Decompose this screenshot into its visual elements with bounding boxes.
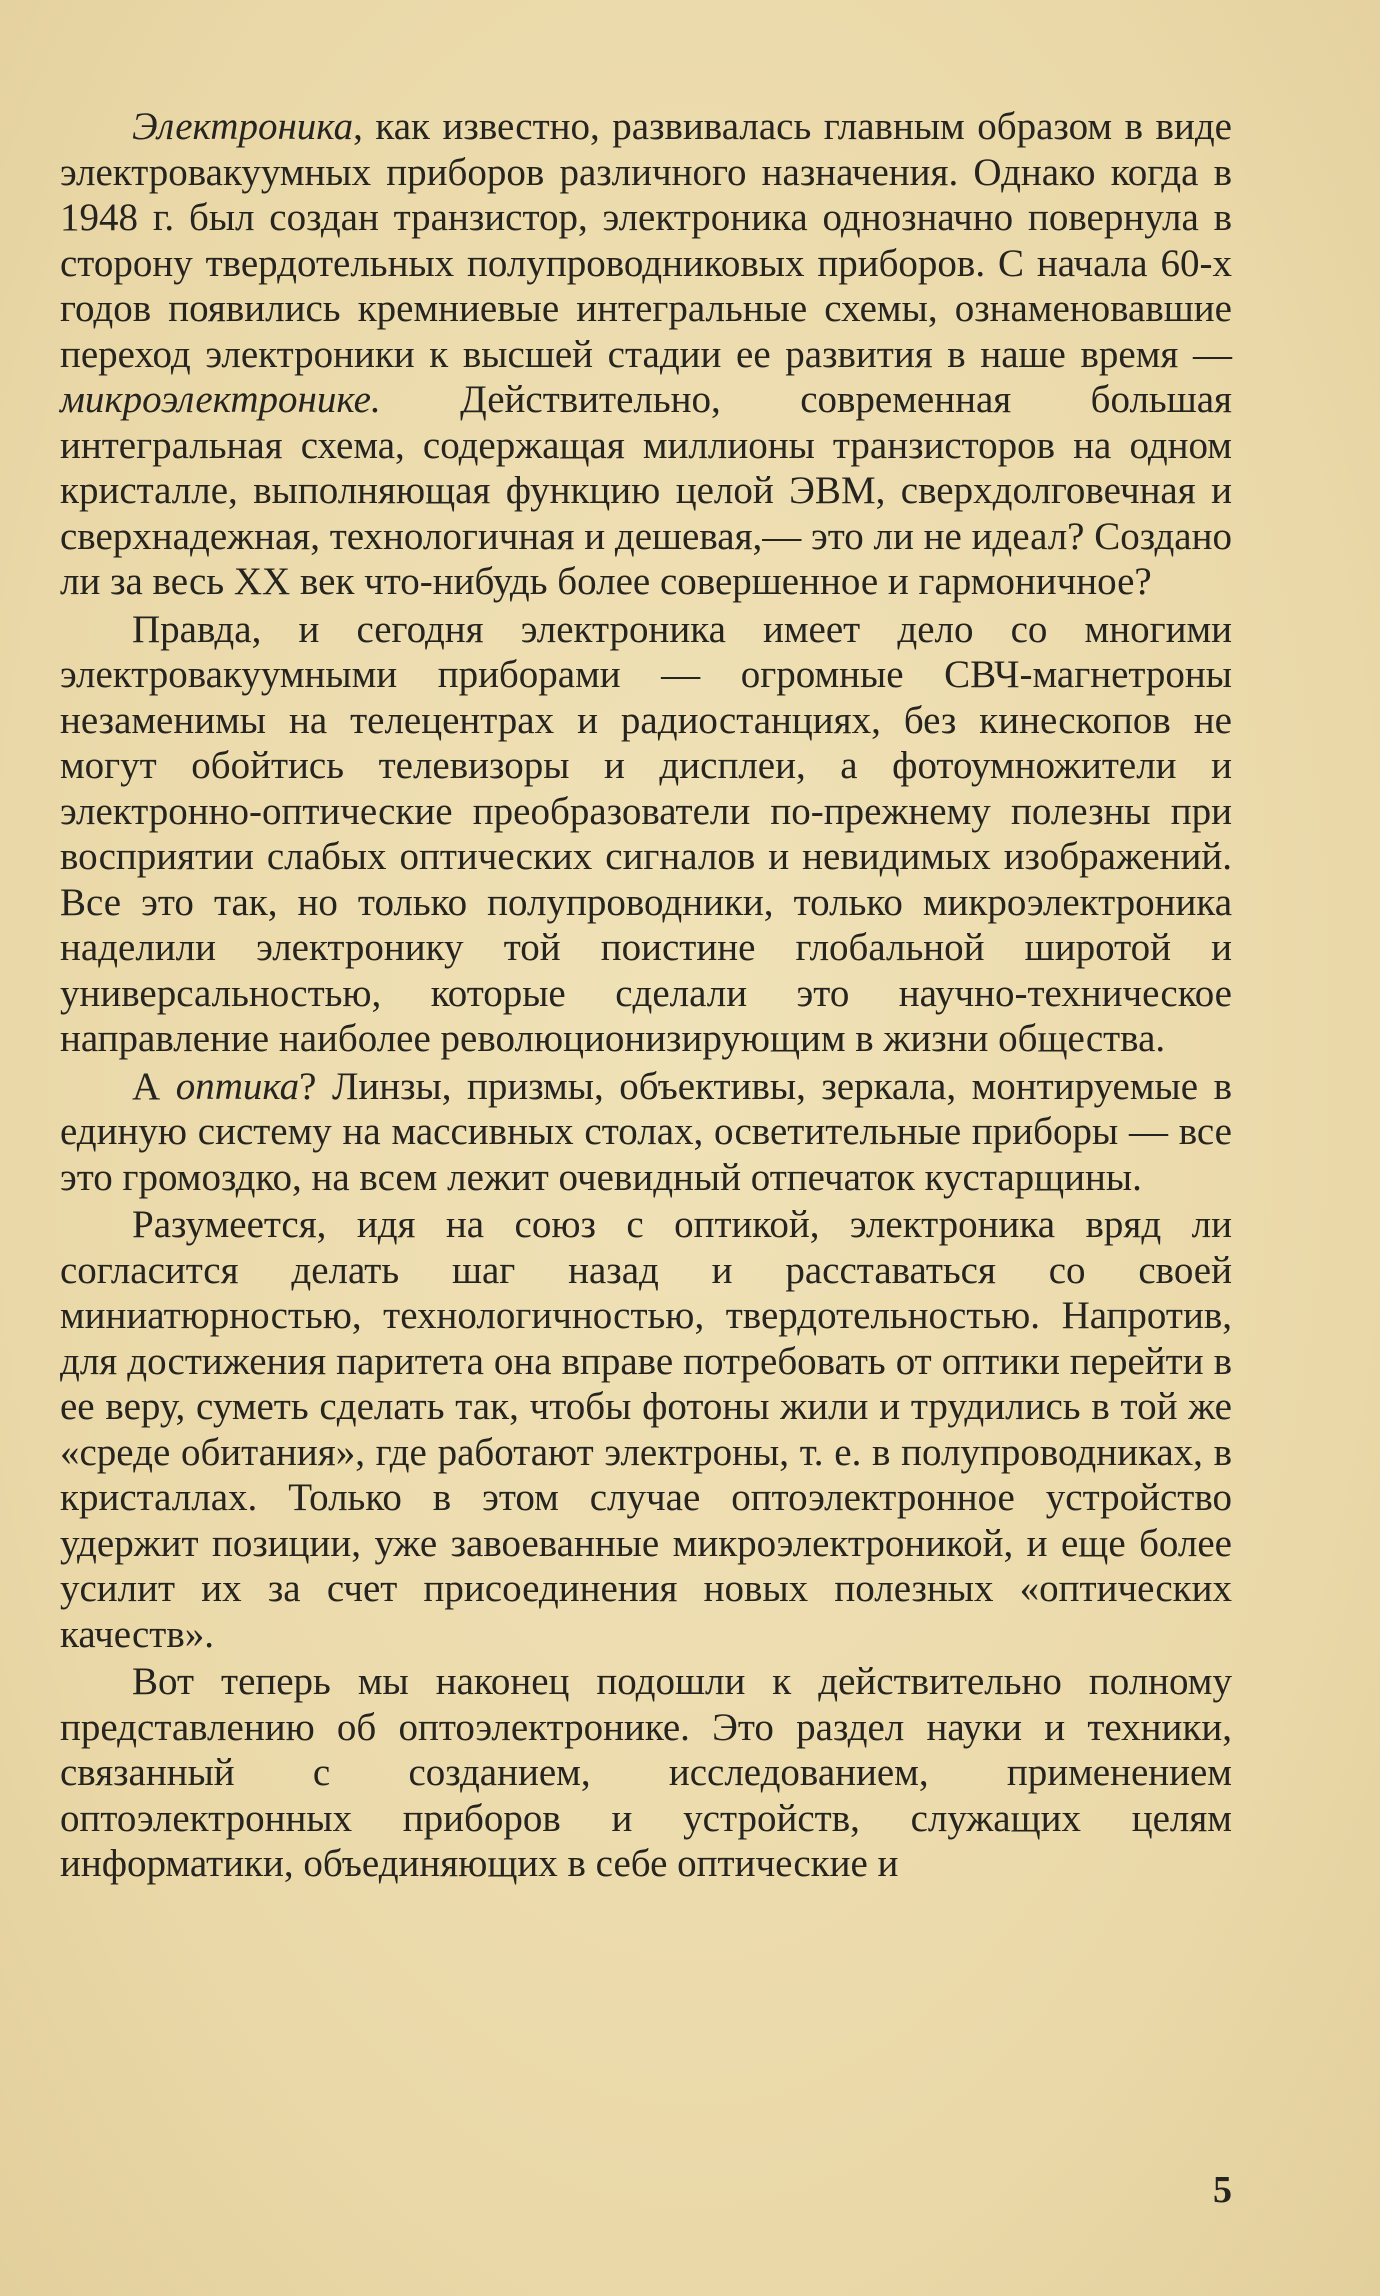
term-optics: оптика	[175, 1064, 300, 1108]
paragraph-optoelectronics: Вот теперь мы наконец подошли к действительно полному представлению об оптоэлектронике. Это раздел науки и техники, связанный с созданием, исследованием, применением оптоэлектронных приборов и устройств, служащих целям информатики, объединяющих в себе оптические и	[60, 1660, 1232, 1885]
term-microelectronics: микроэлектронике.	[60, 378, 381, 421]
paragraph-optics	[60, 1064, 1232, 1201]
term-electronics: Электроника	[132, 105, 354, 148]
paragraph-vacuum-devices: Правда, и сегодня электроника имеет дело со многими электровакуумными приборами — огромные СВЧ-магнетроны незаменимы на телецентрах и радиостанциях, без кинескопов не могут обойтись телевизоры и дисплеи, а фотоумножители и электронно-оптические преобразователи по-прежнему полезны при восприятии слабых оптических сигналов и невидимых изображений. Все это так, но только полупроводники, только микроэлектроника наделили электронику той поистине глобальной широтой и универсальностью, которые сделали это научно-техническое направление наиболее революционизирующим в жизни общества.	[60, 607, 1232, 1060]
paragraph-union: Разумеется, идя на союз с оптикой, электроника вряд ли согласится делать шаг назад и расставаться со своей миниатюрностью, технологичностью, твердотельностью. Напротив, для достижения паритета она вправе потребовать от оптики перейти в ее веру, суметь сделать так, чтобы фотоны жили и трудились в той же «среде обитания», где работают электроны, т. е. в полупроводниках, в кристаллах. Только в этом случае оптоэлектронное устройство удержит позиции, уже завоеванные микроэлектроникой, и еще более усилит их за счет присоединения новых полезных «оптических качеств».	[60, 1203, 1232, 1656]
paragraph-optics-text: ? Линзы, призмы, объективы, зеркала, монтируемые в единую систему на массивных столах, осветительные приборы — все это громоздко, на всем лежит очевидный отпечаток кустарщины.	[60, 1064, 1232, 1199]
paragraph-electronics-text-2: Действительно, современная большая интегральная схема, содержащая миллионы транзисторов на одном кристалле, выполняющая функцию целой ЭВМ, сверхдолговечная и сверхнадежная, технологичная и дешевая,— это ли не идеал? Создано ли за весь XX век что-нибудь более совершенное и гармоничное?	[60, 378, 1232, 603]
body-text	[60, 104, 1232, 1887]
paragraph-electronics-text-1: , как известно, развивалась главным образом в виде электровакуумных приборов различного назначения. Однако когда в 1948 г. был создан транзистор, электроника однозначно повернула в сторону твердотельных полупроводниковых приборов. С начала 60-х годов появились кремниевые интегральные схемы, ознаменовавшие переход электроники к высшей стадии ее развития в наше время —	[60, 105, 1232, 376]
paragraph-optics-lead: А	[132, 1064, 176, 1108]
paragraph-electronics	[60, 104, 1232, 605]
page-number: 5	[1213, 2169, 1232, 2211]
